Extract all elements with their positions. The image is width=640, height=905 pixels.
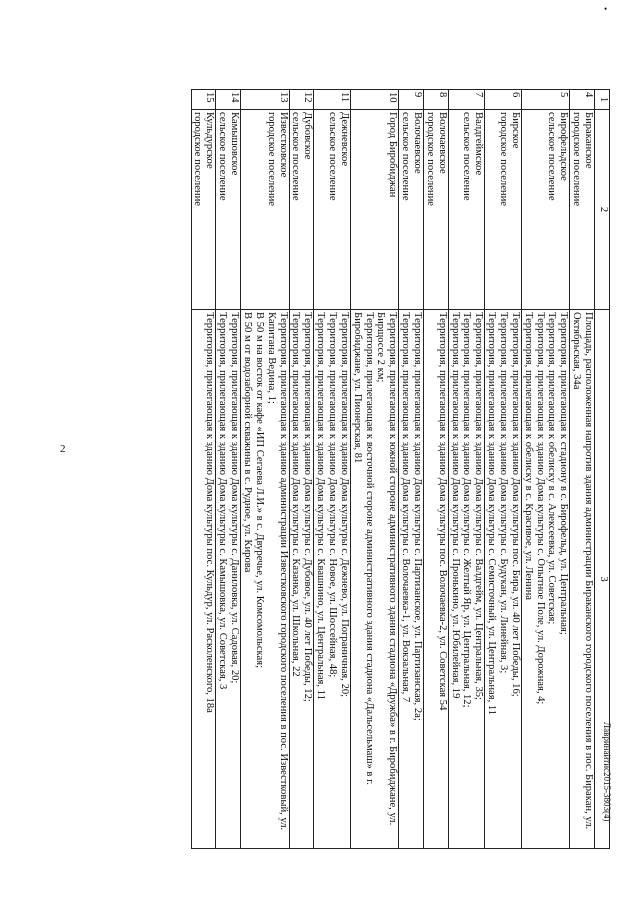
- territory-description: [350, 310, 398, 849]
- table-row: [191, 90, 216, 849]
- territory-description: [216, 310, 241, 849]
- row-number: 9: [399, 90, 424, 110]
- municipality-name: [521, 110, 569, 310]
- table-body: [191, 90, 594, 849]
- name-line: сельское поселение: [217, 112, 229, 201]
- municipality-name: [448, 110, 485, 310]
- description-line: Территория, прилегающая к зданию Дома культуры с. Камышовка, ул. Советская, 3: [217, 312, 229, 690]
- territory-description: [448, 310, 485, 849]
- description-line: Территория, прилегающая к зданию Дома культуры с. Новое, ул. Шоссейная, 48;: [326, 312, 338, 678]
- description-line: Территория, прилегающая к зданию Дома культуры с. Волочаевка-1, ул. Вокзальная, 7: [400, 312, 412, 703]
- name-line: Волочаевское: [411, 112, 423, 174]
- description-line: Территория, прилегающая к обелиску в с. Красивое, ул. Ленина: [522, 312, 534, 600]
- municipality-name: [314, 110, 351, 310]
- description-line: Территория, прилегающая к зданию Дома культуры с. Дежнево, ул. Пограничная, 20;: [338, 312, 350, 698]
- table-row: [423, 90, 448, 849]
- territory-description: [289, 310, 314, 849]
- table-row: [216, 90, 241, 849]
- name-line: Дубовское: [302, 112, 314, 160]
- row-number: 7: [448, 90, 485, 110]
- description-line: Территория, прилегающая к зданию Дома культуры пос. Бира, ул. 40 лет Победы, 16;: [509, 312, 521, 697]
- description-line: Территория, прилегающая к зданию Дома культуры с. Желтый Яр, ул. Центральная, 12;: [461, 312, 473, 708]
- corner-mark: •: [604, 4, 608, 14]
- header-row: [595, 90, 610, 849]
- name-line: городское поселение: [424, 112, 436, 206]
- territory-description: [423, 310, 448, 849]
- name-line: Волочаевское: [436, 112, 448, 174]
- name-line: Дежневское: [338, 112, 350, 167]
- description-line: Территория, прилегающая к зданию Дома культуры с. Квашнино, ул. Центральная, 11: [315, 312, 327, 700]
- description-line: Территория, прилегающая к зданию администрации Известковского городского поселения в пос. Известковый, ул. Капитана Ведина, 1;: [265, 312, 289, 831]
- description-line: В 50 м от водозаборной скважины в с. Рудное, ул. Кирова: [241, 312, 253, 573]
- rotated-table-container: [100, 89, 610, 849]
- name-line: Город Биробиджан: [387, 112, 399, 198]
- name-line: Бирофельдское: [558, 112, 570, 181]
- row-number: 15: [191, 90, 216, 110]
- name-line: сельское поселение: [400, 112, 412, 201]
- name-line: городское поселение: [497, 112, 509, 206]
- description-line: Территория, прилегающая к зданию Дома культуры с. Валдгейм, ул. Центральная, 35;: [473, 312, 485, 700]
- page-number: 2: [60, 443, 66, 455]
- table-row: [521, 90, 569, 849]
- municipality-name: [289, 110, 314, 310]
- header-cell: 1: [595, 90, 610, 110]
- name-line: городское поселение: [571, 112, 583, 206]
- municipality-name: [350, 110, 398, 310]
- name-line: Кульдурское: [204, 112, 216, 169]
- row-number: 6: [485, 90, 522, 110]
- name-line: Известковское: [277, 112, 289, 178]
- description-line: Территория, прилегающая к стадиону в с. Бирофельд, ул. Центральная;: [558, 312, 570, 635]
- name-line: городское поселение: [265, 112, 277, 206]
- name-line: Камышовское: [229, 112, 241, 176]
- name-line: сельское поселение: [461, 112, 473, 201]
- row-number: 4: [570, 90, 595, 110]
- row-number: 10: [350, 90, 398, 110]
- territory-description: [570, 310, 595, 849]
- name-line: сельское поселение: [326, 112, 338, 201]
- municipality-name: [241, 110, 289, 310]
- row-number: 13: [241, 90, 289, 110]
- name-line: Валдгеймское: [473, 112, 485, 176]
- territory-description: [314, 310, 351, 849]
- name-line: сельское поселение: [290, 112, 302, 201]
- description-line: Территория, прилегающая к зданию Дома культуры с. Казанка, ул. Школьная, 22: [290, 312, 302, 677]
- description-line: Территория, прилегающая к зданию Дома культуры с. Опытное Поле, ул. Дорожная, 4;: [534, 312, 546, 705]
- description-line: Территория, прилегающая к зданию Дома культуры с. Будукан, ул. Линейная, 3;: [497, 312, 509, 674]
- description-line: Территория, прилегающая к зданию Дома культуры пос. Кульдур, ул. Расколенского, 18а: [204, 312, 216, 713]
- description-line: Территория, прилегающая к обелиску в с. Алексеевка, ул. Советская;: [546, 312, 558, 625]
- row-number: 5: [521, 90, 569, 110]
- table-row: [399, 90, 424, 849]
- name-line: городское поселение: [192, 112, 204, 206]
- municipality-name: [216, 110, 241, 310]
- territory-description: [521, 310, 569, 849]
- table-row: [448, 90, 485, 849]
- description-line: Территория, прилегающая к восточной стороне административного здания стадиона «Дальсельмаш» в г. Биробиджане, ул. Пионерская, 81: [351, 312, 375, 785]
- table-row: [289, 90, 314, 849]
- name-line: Бирское: [509, 112, 521, 149]
- description-line: Территория, прилегающая к зданию Дома культуры с. Партизанское, ул. Партизанская, 2а;: [411, 312, 423, 721]
- table-row: [241, 90, 289, 849]
- description-line: Территория, прилегающая к зданию Дома культуры с. Даниловка, ул. Садовая, 20;: [229, 312, 241, 684]
- name-line: Бираканское: [583, 112, 594, 169]
- table-row: [570, 90, 595, 849]
- row-number: 11: [314, 90, 351, 110]
- municipality-name: [399, 110, 424, 310]
- territory-description: [485, 310, 522, 849]
- footer-code: Лавринайтис2015-3803(4): [602, 722, 612, 822]
- name-line: сельское поселение: [546, 112, 558, 201]
- description-line: Территория, прилегающая к зданию Дома культуры с. Дубовое, ул. 40 лет Победы, 12;: [302, 312, 314, 702]
- territory-description: [241, 310, 289, 849]
- description-line: Территория, прилегающая к зданию Дома культуры с. Пронькино, ул. Юбилейная, 19: [449, 312, 461, 699]
- table-row: [350, 90, 398, 849]
- municipality-name: [423, 110, 448, 310]
- row-number: 12: [289, 90, 314, 110]
- territory-description: [191, 310, 216, 849]
- description-line: Площадь, расположенная напротив здания администрации Бираканского городского поселения в пос. Биракан, ул. Октябрьская, 34а: [571, 312, 594, 830]
- description-line: В 50 м на восток от кафе «ИП Сегаева Л.И.» в с. Двуречье, ул. Комсомольская;: [253, 312, 265, 669]
- header-cell: 2: [595, 110, 610, 310]
- table-row: [485, 90, 522, 849]
- table-row: [314, 90, 351, 849]
- header-cell: 3: [595, 310, 610, 849]
- municipality-name: [191, 110, 216, 310]
- municipality-name: [485, 110, 522, 310]
- territory-description: [399, 310, 424, 849]
- description-line: Территория, прилегающая к зданию Дома культуры с. Семисточный, ул. Центральная, 11: [486, 312, 498, 716]
- description-line: Территория, прилегающая к зданию Дома культуры пос. Волочаевка-2, ул. Советская 54: [436, 312, 448, 711]
- description-line: Территория, прилегающая к южной стороне административного здания стадиона «Дружба» в г. Биробиджане, ул. Бирщоссе 2 км;: [375, 312, 399, 826]
- row-number: 14: [216, 90, 241, 110]
- municipality-name: [570, 110, 595, 310]
- territories-table: [191, 89, 610, 849]
- row-number: 8: [423, 90, 448, 110]
